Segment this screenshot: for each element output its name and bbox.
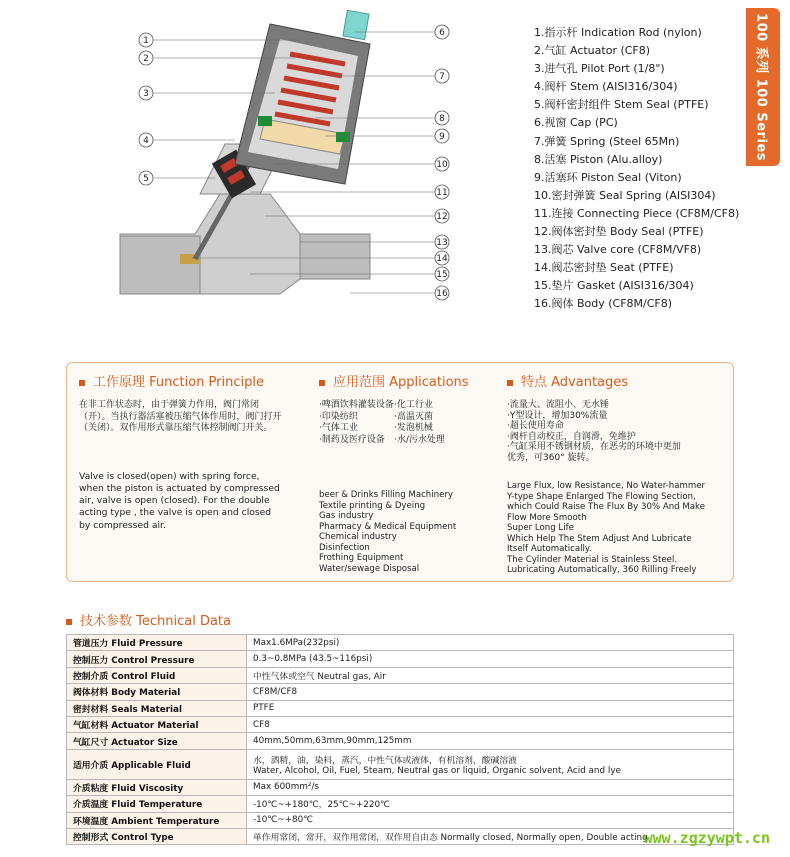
list-item: Itself Automatically. bbox=[507, 544, 592, 554]
parts-list-item: 10.密封弹簧 Seal Spring (AISI304) bbox=[534, 188, 716, 202]
callout-15: 15 bbox=[436, 270, 448, 280]
list-item: ·高温灭菌 bbox=[394, 411, 433, 422]
list-item: which Could Raise The Flux By 30% And Make bbox=[507, 502, 705, 512]
parts-list-item: 3.进气孔 Pilot Port (1/8") bbox=[534, 62, 665, 76]
list-item: Frothing Equipment bbox=[319, 553, 404, 563]
series-tab-label: 100 系列 100 Series bbox=[753, 13, 769, 161]
callout-10: 10 bbox=[436, 160, 448, 170]
list-item: The Cylinder Material is Stainless Steel. bbox=[507, 554, 678, 565]
tech-title: 技术参数 Technical Data bbox=[80, 614, 231, 629]
list-item: ·阀杆自动校正，自润滑，免维护 bbox=[507, 431, 636, 442]
callout-3: 3 bbox=[143, 89, 149, 99]
table-row bbox=[67, 828, 734, 844]
param-cell: 气缸材料 Actuator Material bbox=[67, 716, 247, 732]
value-cell: 单作用常闭，常开，双作用常闭，双作用自由态 Normally closed, Normally open, Double acting bbox=[247, 828, 734, 844]
parts-list-item: 11.连接 Connecting Piece (CF8M/CF8) bbox=[534, 206, 740, 220]
value-cell: CF8 bbox=[247, 716, 734, 732]
list-item: Flow More Smooth bbox=[507, 512, 587, 523]
parts-list-item: 16.阀体 Body (CF8M/CF8) bbox=[534, 297, 673, 311]
parts-list-item: 1.指示杆 Indication Rod (nylon) bbox=[534, 26, 702, 39]
table-row bbox=[67, 779, 734, 795]
list-item: beer & Drinks Filling Machinery bbox=[319, 490, 453, 500]
table-row bbox=[67, 700, 734, 716]
param-cell: 介质温度 Fluid Temperature bbox=[67, 796, 247, 812]
parts-list bbox=[534, 24, 754, 314]
param-cell: 控制介质 Control Fluid bbox=[67, 667, 247, 683]
value-cell: PTFE bbox=[247, 700, 734, 716]
list-item: ·水/污水处理 bbox=[394, 434, 445, 445]
param-cell: 阀体材料 Body Material bbox=[67, 684, 247, 700]
value-cell: 40mm,50mm,63mm,90mm,125mm bbox=[247, 733, 734, 749]
table-row bbox=[67, 684, 734, 700]
param-cell: 气缸尺寸 Actuator Size bbox=[67, 733, 247, 749]
table-row bbox=[67, 749, 734, 779]
applications-title: 应用范围 Applications bbox=[333, 375, 469, 390]
parts-list-item: 7.弹簧 Spring (Steel 65Mn) bbox=[534, 134, 680, 148]
principle-zh: 在非工作状态时，由于弹簧力作用，阀门常闭（开）。当执行器活塞被压缩气体作用时，阀门打开（关闭）。双作用形式靠压缩气体控制阀门开关。 bbox=[79, 400, 282, 433]
param-cell: 控制形式 Control Type bbox=[67, 828, 247, 844]
list-item: Y-type Shape Enlarged The Flowing Section, bbox=[507, 491, 696, 502]
value-cell: -10℃~+180℃，25℃~+220℃ bbox=[247, 796, 734, 812]
value-cell: Max 600mm²/s bbox=[247, 779, 734, 795]
list-item: ·气缸采用不锈钢材质，在恶劣的环境中更加 bbox=[507, 442, 681, 452]
value-cell: 中性气体或空气 Neutral gas, Air bbox=[247, 667, 734, 683]
bullet-square-icon bbox=[79, 380, 85, 386]
advantages-section bbox=[507, 371, 729, 576]
value-cell: Max1.6MPa(232psi) bbox=[247, 635, 734, 651]
tech-heading bbox=[66, 610, 231, 629]
callout-4: 4 bbox=[143, 136, 149, 146]
list-item: Lubricating Automatically, 360 Rilling Freely bbox=[507, 565, 697, 575]
callout-2: 2 bbox=[143, 54, 149, 64]
callout-1: 1 bbox=[143, 36, 149, 46]
callout-13: 13 bbox=[436, 238, 448, 248]
list-item: ·流量大、流阻小、无水锤 bbox=[507, 400, 609, 410]
list-item: Gas industry bbox=[319, 511, 374, 521]
list-item: Water/sewage Disposal bbox=[319, 563, 420, 574]
table-row bbox=[67, 796, 734, 812]
bullet-square-icon bbox=[507, 380, 513, 386]
callout-11: 11 bbox=[436, 188, 448, 198]
principle-section bbox=[79, 371, 284, 532]
param-cell: 环境温度 Ambient Temperature bbox=[67, 812, 247, 828]
applications-section bbox=[319, 371, 494, 574]
bullet-square-icon bbox=[319, 380, 325, 386]
parts-list-item: 12.阀体密封垫 Body Seal (PTFE) bbox=[534, 225, 704, 239]
advantages-zh-list bbox=[507, 400, 729, 463]
parts-list-item: 6.视窗 Cap (PC) bbox=[534, 116, 618, 130]
callout-5: 5 bbox=[143, 174, 149, 184]
list-item: ·印染纺织 bbox=[319, 411, 358, 422]
list-item: ·超长使用寿命 bbox=[507, 421, 564, 431]
list-item: ·化工行业 bbox=[394, 400, 433, 410]
applications-zh-list bbox=[319, 400, 494, 446]
value-cell bbox=[247, 749, 734, 779]
advantages-title: 特点 Advantages bbox=[521, 375, 629, 390]
list-item: ·制药及医疗设备 bbox=[319, 434, 385, 445]
site-watermark: www.zgzywpt.cn bbox=[643, 829, 770, 847]
callout-16: 16 bbox=[436, 289, 448, 299]
principle-en: Valve is closed(open) with spring force, when the piston is actuated by compressed air, valve is open (closed). For the double acting type , the valve is open and closed by compressed air. bbox=[79, 470, 280, 531]
table-row bbox=[67, 635, 734, 651]
parts-list-item: 9.活塞环 Piston Seal (Viton) bbox=[534, 170, 682, 184]
principle-heading bbox=[79, 371, 284, 390]
parts-list-item: 14.阀芯密封垫 Seat (PTFE) bbox=[534, 261, 674, 275]
callout-9: 9 bbox=[439, 132, 445, 142]
param-cell: 密封材料 Seals Material bbox=[67, 700, 247, 716]
callout-7: 7 bbox=[439, 72, 445, 82]
applications-en-list bbox=[319, 490, 494, 574]
table-row bbox=[67, 733, 734, 749]
bullet-square-icon bbox=[66, 619, 72, 625]
parts-list-item: 13.阀芯 Valve core (CF8M/VF8) bbox=[534, 243, 702, 257]
callout-8: 8 bbox=[439, 114, 445, 124]
value-line: Water, Alcohol, Oil, Fuel, Steam, Neutral gas or liquid, Organic solvent, Acid and lye bbox=[253, 765, 621, 776]
table-row bbox=[67, 812, 734, 828]
list-item: Super Long Life bbox=[507, 523, 574, 533]
advantages-en-list bbox=[507, 481, 729, 576]
valve-cutaway-diagram bbox=[100, 4, 480, 324]
list-item: Which Help The Stem Adjust And Lubricate bbox=[507, 533, 692, 544]
list-item: Textile printing & Dyeing bbox=[319, 500, 426, 511]
list-item: 优秀，可360° 旋转。 bbox=[507, 452, 595, 463]
callout-12: 12 bbox=[436, 212, 448, 222]
param-cell: 控制压力 Control Pressure bbox=[67, 651, 247, 667]
list-item: Large Flux, low Resistance, No Water-hammer bbox=[507, 481, 706, 491]
list-item: ·发泡机械 bbox=[394, 423, 433, 433]
parts-list-item: 8.活塞 Piston (Alu.alloy) bbox=[534, 152, 663, 166]
principle-title: 工作原理 Function Principle bbox=[93, 375, 264, 390]
list-item: ·气体工业 bbox=[319, 423, 358, 433]
value-line: 水，酒精，油，染料，蒸汽，中性气体或液体，有机溶剂，酸碱溶液 bbox=[253, 755, 517, 766]
list-item: Chemical industry bbox=[319, 532, 397, 542]
parts-list-item: 15.垫片 Gasket (AISI316/304) bbox=[534, 279, 694, 293]
list-item: Pharmacy & Medical Equipment bbox=[319, 521, 457, 532]
list-item: ·Y型设计，增加30%流量 bbox=[507, 410, 608, 421]
value-cell: -10℃~+80℃ bbox=[247, 812, 734, 828]
param-cell: 介质粘度 Fluid Viscosity bbox=[67, 779, 247, 795]
list-item: Disinfection bbox=[319, 542, 370, 553]
table-row bbox=[67, 667, 734, 683]
tech-data-table bbox=[66, 634, 734, 845]
param-cell: 管道压力 Fluid Pressure bbox=[67, 635, 247, 651]
advantages-heading bbox=[507, 371, 729, 390]
parts-list-item: 2.气缸 Actuator (CF8) bbox=[534, 44, 651, 58]
list-item: ·啤酒饮料灌装设备 bbox=[319, 400, 394, 410]
param-cell: 适用介质 Applicable Fluid bbox=[67, 749, 247, 779]
applications-heading bbox=[319, 371, 494, 390]
table-row bbox=[67, 651, 734, 667]
callout-14: 14 bbox=[436, 254, 448, 264]
table-row bbox=[67, 716, 734, 732]
value-cell: 0.3~0.8MPa (43.5~116psi) bbox=[247, 651, 734, 667]
callout-6: 6 bbox=[439, 28, 445, 38]
info-panel bbox=[66, 362, 734, 582]
parts-list-item: 5.阀杆密封组件 Stem Seal (PTFE) bbox=[534, 98, 709, 112]
value-cell: CF8M/CF8 bbox=[247, 684, 734, 700]
parts-list-item: 4.阀杆 Stem (AISI316/304) bbox=[534, 80, 678, 94]
